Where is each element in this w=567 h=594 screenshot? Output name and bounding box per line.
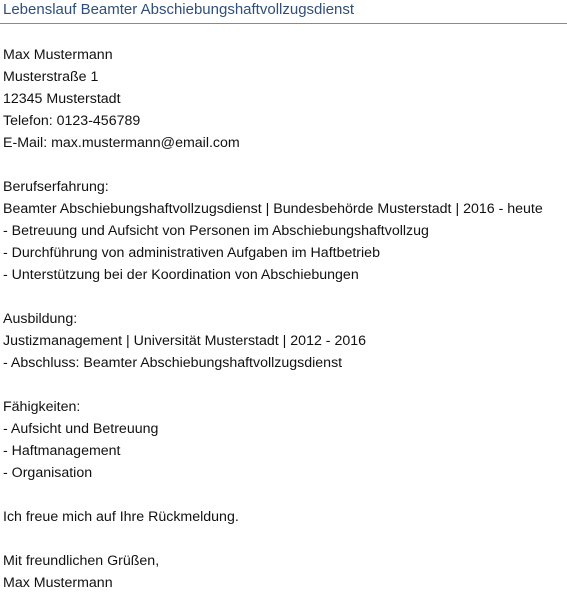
contact-phone: Telefon: 0123-456789 [3,113,141,129]
spacer [3,484,563,506]
contact-block [3,44,563,154]
education-item: - Abschluss: Beamter Abschiebungshaftvollzugsdienst [3,355,343,371]
contact-name: Max Mustermann [3,47,113,63]
experience-heading: Berufserfahrung: [3,179,109,195]
experience-item: - Unterstützung bei der Koordination von Abschiebungen [3,267,359,283]
spacer [3,154,563,176]
skills-heading: Fähigkeiten: [3,399,81,415]
signature-name: Max Mustermann [3,575,113,591]
skill-item: - Aufsicht und Betreuung [3,421,159,437]
experience-item: - Durchführung von administrativen Aufgaben im Haftbetrieb [3,245,380,261]
experience-position: Beamter Abschiebungshaftvollzugsdienst | Bundesbehörde Musterstadt | 2016 - heute [3,201,543,217]
education-heading: Ausbildung: [3,311,78,327]
skills-section [3,396,563,484]
experience-item: - Betreuung und Aufsicht von Personen im Abschiebungshaftvollzug [3,223,429,239]
title-divider [0,23,567,24]
contact-street: Musterstraße 1 [3,69,99,85]
contact-email: E-Mail: max.mustermann@email.com [3,135,240,151]
contact-city: 12345 Musterstadt [3,91,121,107]
experience-section [3,176,563,286]
document-body [3,44,563,594]
skill-item: - Organisation [3,465,93,481]
education-degree: Justizmanagement | Universität Musterstadt | 2012 - 2016 [3,333,367,349]
skill-item: - Haftmanagement [3,443,121,459]
spacer [3,374,563,396]
closing-greeting: Mit freundlichen Grüßen, [3,553,160,569]
education-section [3,308,563,374]
closing-text: Ich freue mich auf Ihre Rückmeldung. [3,509,239,525]
document-title: Lebenslauf Beamter Abschiebungshaftvollzugsdienst [3,1,355,18]
closing-section [3,506,563,594]
spacer [3,286,563,308]
spacer [3,528,563,550]
